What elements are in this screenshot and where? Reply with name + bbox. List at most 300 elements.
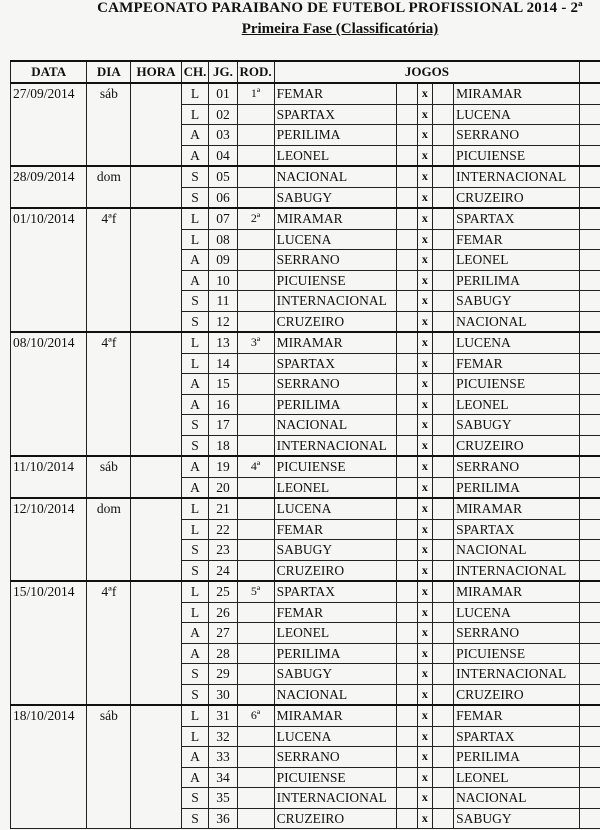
group-code: A xyxy=(181,374,209,395)
away-team: CRUZEIRO xyxy=(454,684,580,705)
home-score-box xyxy=(396,560,418,581)
game-number: 07 xyxy=(209,208,237,229)
away-score-box xyxy=(432,664,454,685)
game-row xyxy=(11,498,600,519)
col-data: DATA xyxy=(11,61,87,83)
home-team: SABUGY xyxy=(274,540,396,561)
away-score-box xyxy=(432,581,454,602)
away-score-box xyxy=(432,684,454,705)
home-score-box xyxy=(396,705,418,726)
match-day: 4ªf xyxy=(87,332,131,456)
away-team: SABUGY xyxy=(454,808,580,829)
game-number: 29 xyxy=(209,664,237,685)
round-label xyxy=(237,270,274,291)
edge-cell xyxy=(580,125,600,146)
home-score-box xyxy=(396,726,418,747)
match-hora xyxy=(131,83,181,166)
away-score-box xyxy=(432,747,454,768)
away-score-box xyxy=(432,374,454,395)
game-number: 13 xyxy=(209,332,237,353)
home-team: NACIONAL xyxy=(274,166,396,187)
home-team: LUCENA xyxy=(274,229,396,250)
home-team: PERILIMA xyxy=(274,643,396,664)
game-number: 18 xyxy=(209,435,237,456)
group-code: S xyxy=(181,540,209,561)
home-team: CRUZEIRO xyxy=(274,311,396,332)
away-team: INTERNACIONAL xyxy=(454,560,580,581)
edge-cell xyxy=(580,602,600,623)
away-team: NACIONAL xyxy=(454,540,580,561)
versus-mark: x xyxy=(418,229,432,250)
game-number: 06 xyxy=(209,187,237,208)
versus-mark: x xyxy=(418,560,432,581)
group-code: A xyxy=(181,250,209,271)
versus-mark: x xyxy=(418,788,432,809)
versus-mark: x xyxy=(418,540,432,561)
home-team: PICUIENSE xyxy=(274,767,396,788)
home-team: NACIONAL xyxy=(274,415,396,436)
home-team: LUCENA xyxy=(274,498,396,519)
round-label xyxy=(237,104,274,125)
round-label xyxy=(237,498,274,519)
home-team: INTERNACIONAL xyxy=(274,788,396,809)
away-score-box xyxy=(432,540,454,561)
away-team: NACIONAL xyxy=(454,788,580,809)
round-label xyxy=(237,353,274,374)
group-code: S xyxy=(181,415,209,436)
home-team: FEMAR xyxy=(274,602,396,623)
away-score-box xyxy=(432,623,454,644)
versus-mark: x xyxy=(418,519,432,540)
game-number: 04 xyxy=(209,145,237,166)
edge-cell xyxy=(580,519,600,540)
away-score-box xyxy=(432,705,454,726)
round-label xyxy=(237,166,274,187)
round-label xyxy=(237,560,274,581)
match-hora xyxy=(131,498,181,581)
home-team: PERILIMA xyxy=(274,394,396,415)
home-team: SABUGY xyxy=(274,664,396,685)
home-score-box xyxy=(396,519,418,540)
edge-cell xyxy=(580,726,600,747)
versus-mark: x xyxy=(418,435,432,456)
group-code: L xyxy=(181,705,209,726)
away-score-box xyxy=(432,270,454,291)
game-number: 14 xyxy=(209,353,237,374)
away-team: INTERNACIONAL xyxy=(454,664,580,685)
edge-cell xyxy=(580,581,600,602)
away-score-box xyxy=(432,519,454,540)
away-score-box xyxy=(432,353,454,374)
group-code: A xyxy=(181,623,209,644)
group-code: S xyxy=(181,187,209,208)
col-jg: JG. xyxy=(209,61,237,83)
round-label: 6ª xyxy=(237,705,274,726)
game-row xyxy=(11,83,600,104)
versus-mark: x xyxy=(418,747,432,768)
group-code: A xyxy=(181,767,209,788)
away-team: LUCENA xyxy=(454,104,580,125)
round-label xyxy=(237,374,274,395)
away-team: PERILIMA xyxy=(454,477,580,498)
home-score-box xyxy=(396,623,418,644)
home-score-box xyxy=(396,788,418,809)
away-score-box xyxy=(432,560,454,581)
round-label xyxy=(237,767,274,788)
edge-cell xyxy=(580,808,600,829)
home-team: LEONEL xyxy=(274,145,396,166)
group-code: L xyxy=(181,353,209,374)
away-team: INTERNACIONAL xyxy=(454,166,580,187)
edge-cell xyxy=(580,540,600,561)
away-team: NACIONAL xyxy=(454,311,580,332)
home-team: SPARTAX xyxy=(274,353,396,374)
round-label xyxy=(237,788,274,809)
versus-mark: x xyxy=(418,104,432,125)
round-label: 5ª xyxy=(237,581,274,602)
edge-cell xyxy=(580,456,600,477)
group-code: L xyxy=(181,83,209,104)
away-team: LEONEL xyxy=(454,767,580,788)
game-number: 03 xyxy=(209,125,237,146)
group-code: L xyxy=(181,498,209,519)
home-team: SPARTAX xyxy=(274,581,396,602)
home-score-box xyxy=(396,643,418,664)
game-row xyxy=(11,581,600,602)
home-team: MIRAMAR xyxy=(274,705,396,726)
game-number: 02 xyxy=(209,104,237,125)
versus-mark: x xyxy=(418,415,432,436)
match-date: 08/10/2014 xyxy=(11,332,87,456)
round-label xyxy=(237,415,274,436)
away-team: SERRANO xyxy=(454,623,580,644)
match-hora xyxy=(131,705,181,829)
edge-cell xyxy=(580,229,600,250)
edge-cell xyxy=(580,374,600,395)
edge-cell xyxy=(580,747,600,768)
home-score-box xyxy=(396,747,418,768)
edge-cell xyxy=(580,705,600,726)
away-team: FEMAR xyxy=(454,353,580,374)
match-date: 18/10/2014 xyxy=(11,705,87,829)
home-team: SERRANO xyxy=(274,250,396,271)
away-score-box xyxy=(432,726,454,747)
schedule-body xyxy=(11,83,600,829)
round-label xyxy=(237,643,274,664)
home-score-box xyxy=(396,581,418,602)
game-number: 24 xyxy=(209,560,237,581)
game-row xyxy=(11,705,600,726)
home-score-box xyxy=(396,311,418,332)
edge-cell xyxy=(580,643,600,664)
game-number: 34 xyxy=(209,767,237,788)
away-team: FEMAR xyxy=(454,705,580,726)
home-team: INTERNACIONAL xyxy=(274,435,396,456)
edge-cell xyxy=(580,104,600,125)
versus-mark: x xyxy=(418,208,432,229)
home-score-box xyxy=(396,83,418,104)
versus-mark: x xyxy=(418,374,432,395)
away-score-box xyxy=(432,291,454,312)
group-code: S xyxy=(181,664,209,685)
home-team: PERILIMA xyxy=(274,125,396,146)
match-date: 15/10/2014 xyxy=(11,581,87,705)
game-number: 32 xyxy=(209,726,237,747)
group-code: A xyxy=(181,125,209,146)
match-day: sáb xyxy=(87,456,131,498)
match-hora xyxy=(131,581,181,705)
home-score-box xyxy=(396,415,418,436)
game-number: 19 xyxy=(209,456,237,477)
versus-mark: x xyxy=(418,456,432,477)
group-code: S xyxy=(181,311,209,332)
group-code: L xyxy=(181,581,209,602)
away-score-box xyxy=(432,788,454,809)
round-label xyxy=(237,602,274,623)
col-jogos: JOGOS xyxy=(274,61,580,83)
match-day: 4ªf xyxy=(87,581,131,705)
group-code: A xyxy=(181,145,209,166)
home-score-box xyxy=(396,602,418,623)
away-score-box xyxy=(432,394,454,415)
edge-cell xyxy=(580,684,600,705)
home-team: MIRAMAR xyxy=(274,332,396,353)
col-hora: HORA xyxy=(131,61,181,83)
group-code: S xyxy=(181,684,209,705)
game-row xyxy=(11,208,600,229)
away-team: PICUIENSE xyxy=(454,145,580,166)
versus-mark: x xyxy=(418,623,432,644)
game-number: 21 xyxy=(209,498,237,519)
edge-cell xyxy=(580,291,600,312)
group-code: A xyxy=(181,747,209,768)
group-code: S xyxy=(181,435,209,456)
home-score-box xyxy=(396,332,418,353)
round-label xyxy=(237,540,274,561)
versus-mark: x xyxy=(418,270,432,291)
away-team: PICUIENSE xyxy=(454,374,580,395)
versus-mark: x xyxy=(418,808,432,829)
away-team: SERRANO xyxy=(454,125,580,146)
home-score-box xyxy=(396,250,418,271)
edge-cell xyxy=(580,788,600,809)
group-code: S xyxy=(181,291,209,312)
group-code: L xyxy=(181,726,209,747)
versus-mark: x xyxy=(418,684,432,705)
versus-mark: x xyxy=(418,602,432,623)
game-number: 31 xyxy=(209,705,237,726)
home-score-box xyxy=(396,166,418,187)
col-edge xyxy=(580,61,600,83)
versus-mark: x xyxy=(418,291,432,312)
round-label xyxy=(237,519,274,540)
home-score-box xyxy=(396,664,418,685)
edge-cell xyxy=(580,415,600,436)
group-code: L xyxy=(181,519,209,540)
away-score-box xyxy=(432,808,454,829)
game-number: 10 xyxy=(209,270,237,291)
game-number: 17 xyxy=(209,415,237,436)
round-label xyxy=(237,229,274,250)
game-row xyxy=(11,456,600,477)
home-team: SERRANO xyxy=(274,374,396,395)
round-label xyxy=(237,311,274,332)
game-number: 25 xyxy=(209,581,237,602)
round-label xyxy=(237,125,274,146)
home-score-box xyxy=(396,808,418,829)
group-code: L xyxy=(181,332,209,353)
away-score-box xyxy=(432,602,454,623)
away-team: MIRAMAR xyxy=(454,498,580,519)
away-score-box xyxy=(432,104,454,125)
game-number: 08 xyxy=(209,229,237,250)
away-score-box xyxy=(432,166,454,187)
game-row xyxy=(11,332,600,353)
match-day: sáb xyxy=(87,83,131,166)
home-score-box xyxy=(396,394,418,415)
home-team: SPARTAX xyxy=(274,104,396,125)
versus-mark: x xyxy=(418,705,432,726)
away-score-box xyxy=(432,311,454,332)
round-label xyxy=(237,684,274,705)
game-number: 20 xyxy=(209,477,237,498)
edge-cell xyxy=(580,394,600,415)
round-label xyxy=(237,623,274,644)
versus-mark: x xyxy=(418,643,432,664)
round-label xyxy=(237,726,274,747)
versus-mark: x xyxy=(418,166,432,187)
away-score-box xyxy=(432,415,454,436)
round-label xyxy=(237,291,274,312)
match-day: dom xyxy=(87,498,131,581)
edge-cell xyxy=(580,145,600,166)
away-score-box xyxy=(432,250,454,271)
game-number: 11 xyxy=(209,291,237,312)
col-rod: ROD. xyxy=(237,61,274,83)
edge-cell xyxy=(580,166,600,187)
home-team: LUCENA xyxy=(274,726,396,747)
group-code: L xyxy=(181,104,209,125)
edge-cell xyxy=(580,353,600,374)
match-day: dom xyxy=(87,166,131,208)
away-team: SPARTAX xyxy=(454,726,580,747)
home-score-box xyxy=(396,374,418,395)
away-score-box xyxy=(432,187,454,208)
away-team: LUCENA xyxy=(454,602,580,623)
away-team: MIRAMAR xyxy=(454,581,580,602)
away-team: SERRANO xyxy=(454,456,580,477)
away-score-box xyxy=(432,643,454,664)
group-code: S xyxy=(181,560,209,581)
versus-mark: x xyxy=(418,353,432,374)
home-score-box xyxy=(396,125,418,146)
round-label xyxy=(237,477,274,498)
page-title: CAMPEONATO PARAIBANO DE FUTEBOL PROFISSIONAL 2014 - 2ª xyxy=(97,0,583,16)
versus-mark: x xyxy=(418,477,432,498)
round-label xyxy=(237,664,274,685)
away-team: CRUZEIRO xyxy=(454,435,580,456)
home-team: FEMAR xyxy=(274,519,396,540)
home-team: LEONEL xyxy=(274,623,396,644)
home-team: INTERNACIONAL xyxy=(274,291,396,312)
edge-cell xyxy=(580,208,600,229)
versus-mark: x xyxy=(418,767,432,788)
game-number: 27 xyxy=(209,623,237,644)
away-team: LEONEL xyxy=(454,250,580,271)
versus-mark: x xyxy=(418,664,432,685)
versus-mark: x xyxy=(418,83,432,104)
away-score-box xyxy=(432,477,454,498)
edge-cell xyxy=(580,767,600,788)
away-team: LUCENA xyxy=(454,332,580,353)
edge-cell xyxy=(580,623,600,644)
away-score-box xyxy=(432,208,454,229)
edge-cell xyxy=(580,250,600,271)
group-code: L xyxy=(181,229,209,250)
game-number: 28 xyxy=(209,643,237,664)
home-team: FEMAR xyxy=(274,83,396,104)
game-number: 01 xyxy=(209,83,237,104)
col-ch: CH. xyxy=(181,61,209,83)
home-score-box xyxy=(396,145,418,166)
edge-cell xyxy=(580,435,600,456)
game-number: 05 xyxy=(209,166,237,187)
group-code: A xyxy=(181,456,209,477)
group-code: S xyxy=(181,808,209,829)
game-number: 36 xyxy=(209,808,237,829)
away-team: PICUIENSE xyxy=(454,643,580,664)
home-team: NACIONAL xyxy=(274,684,396,705)
away-team: FEMAR xyxy=(454,229,580,250)
schedule-table xyxy=(10,60,600,829)
page-subtitle: Primeira Fase (Classificatória) xyxy=(241,21,439,37)
versus-mark: x xyxy=(418,125,432,146)
edge-cell xyxy=(580,187,600,208)
versus-mark: x xyxy=(418,581,432,602)
home-score-box xyxy=(396,456,418,477)
versus-mark: x xyxy=(418,726,432,747)
away-score-box xyxy=(432,767,454,788)
home-score-box xyxy=(396,187,418,208)
away-score-box xyxy=(432,125,454,146)
away-score-box xyxy=(432,332,454,353)
match-date: 01/10/2014 xyxy=(11,208,87,332)
round-label xyxy=(237,747,274,768)
home-score-box xyxy=(396,684,418,705)
match-hora xyxy=(131,332,181,456)
away-score-box xyxy=(432,498,454,519)
group-code: A xyxy=(181,643,209,664)
round-label xyxy=(237,808,274,829)
round-label: 1ª xyxy=(237,83,274,104)
group-code: A xyxy=(181,477,209,498)
home-team: MIRAMAR xyxy=(274,208,396,229)
match-day: 4ªf xyxy=(87,208,131,332)
game-row xyxy=(11,166,600,187)
home-team: CRUZEIRO xyxy=(274,560,396,581)
away-team: SPARTAX xyxy=(454,519,580,540)
away-team: LEONEL xyxy=(454,394,580,415)
home-team: SERRANO xyxy=(274,747,396,768)
home-score-box xyxy=(396,229,418,250)
game-number: 26 xyxy=(209,602,237,623)
away-team: SABUGY xyxy=(454,291,580,312)
match-day: sáb xyxy=(87,705,131,829)
versus-mark: x xyxy=(418,394,432,415)
col-dia: DIA xyxy=(87,61,131,83)
match-date: 27/09/2014 xyxy=(11,83,87,166)
match-date: 28/09/2014 xyxy=(11,166,87,208)
